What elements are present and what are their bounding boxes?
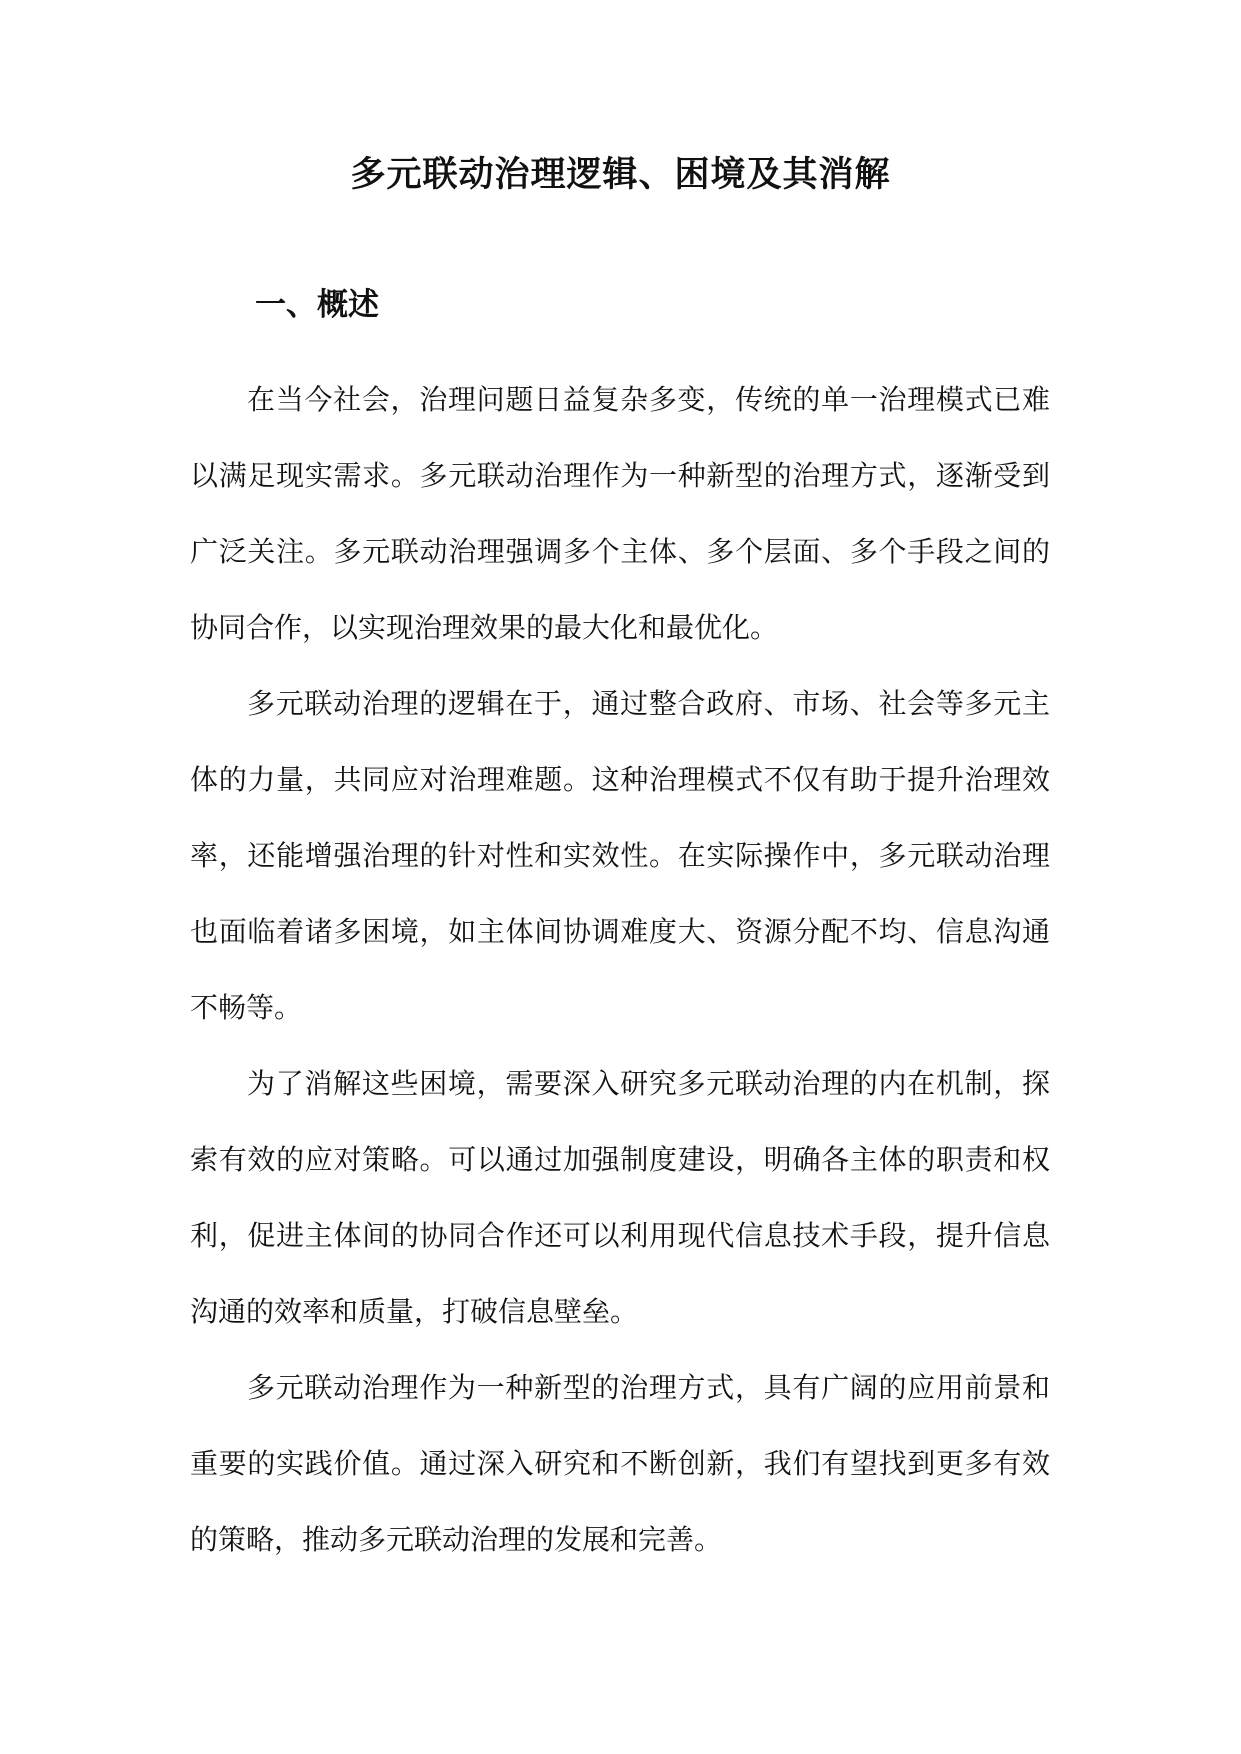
paragraph-1: 在当今社会，治理问题日益复杂多变，传统的单一治理模式已难以满足现实需求。多元联动治理作为一种新型的治理方式，逐渐受到广泛关注。多元联动治理强调多个主体、多个层面、多个手段之间的协同合作，以实现治理效果的最大化和最优化。 — [190, 383, 1050, 644]
body-text — [190, 362, 1050, 1578]
document-title: 多元联动治理逻辑、困境及其消解 — [350, 154, 891, 195]
section-heading: 一、概述 — [255, 287, 379, 323]
paragraph-2: 多元联动治理的逻辑在于，通过整合政府、市场、社会等多元主体的力量，共同应对治理难题。这种治理模式不仅有助于提升治理效率，还能增强治理的针对性和实效性。在实际操作中，多元联动治理也面临着诸多困境，如主体间协调难度大、资源分配不均、信息沟通不畅等。 — [190, 687, 1050, 1024]
paragraph-4: 多元联动治理作为一种新型的治理方式，具有广阔的应用前景和重要的实践价值。通过深入研究和不断创新，我们有望找到更多有效的策略，推动多元联动治理的发展和完善。 — [190, 1371, 1050, 1556]
paragraph-3: 为了消解这些困境，需要深入研究多元联动治理的内在机制，探索有效的应对策略。可以通过加强制度建设，明确各主体的职责和权利，促进主体间的协同合作还可以利用现代信息技术手段，提升信息沟通的效率和质量，打破信息壁垒。 — [190, 1067, 1050, 1328]
